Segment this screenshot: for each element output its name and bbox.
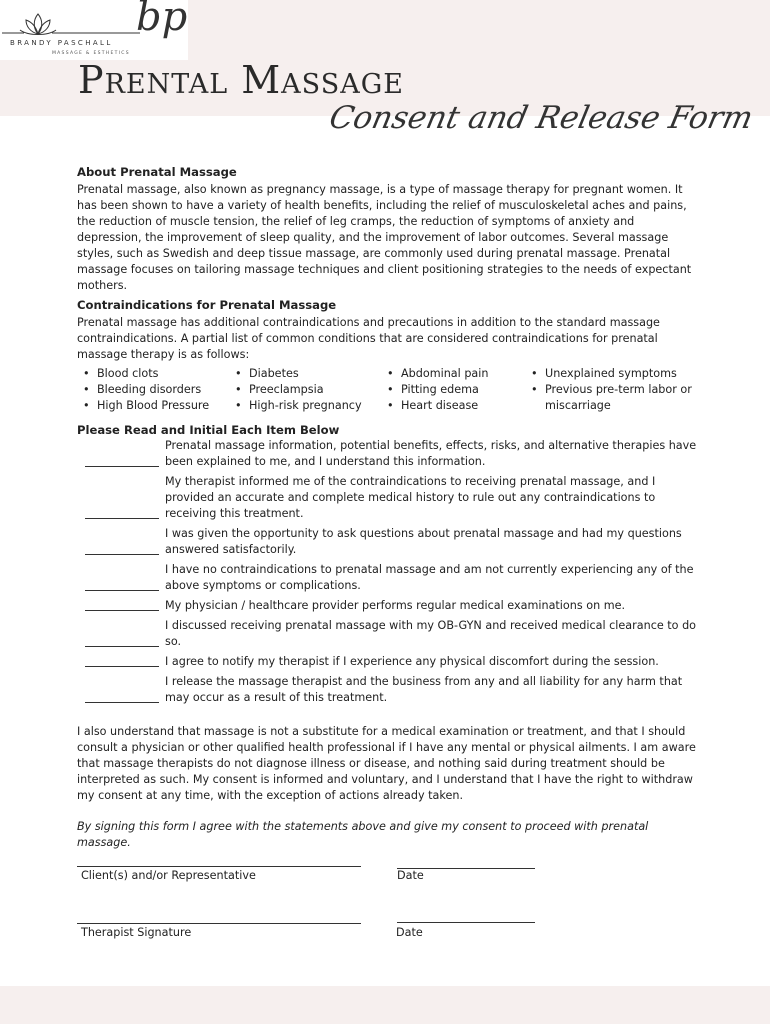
therapist-date-field[interactable] bbox=[397, 922, 535, 923]
list-item: • Blood clots bbox=[77, 366, 229, 382]
contraindications-heading: Contraindications for Prenatal Massage bbox=[77, 298, 337, 312]
list-item: • High-risk pregnancy bbox=[229, 398, 381, 414]
list-item: • Preeclampsia bbox=[229, 382, 381, 398]
brand-logo bbox=[0, 0, 188, 60]
initial-item bbox=[77, 618, 697, 650]
initial-item-text: Prenatal massage information, potential benefits, effects, risks, and alternative therapies have been explained to me, and I understand this information. bbox=[165, 439, 697, 468]
initials-list bbox=[77, 438, 697, 706]
initial-item bbox=[77, 598, 697, 614]
initials-heading: Please Read and Initial Each Item Below bbox=[77, 423, 340, 437]
initial-field[interactable] bbox=[85, 646, 159, 647]
form-body bbox=[77, 164, 697, 854]
initial-field[interactable] bbox=[85, 610, 159, 611]
signing-statement: By signing this form I agree with the statements above and give my consent to proceed with prenatal massage. bbox=[77, 820, 649, 849]
contra-column bbox=[525, 366, 697, 414]
initial-item bbox=[77, 674, 697, 706]
logo-subtitle: MASSAGE & ESTHETICS bbox=[52, 51, 130, 56]
initial-item bbox=[77, 654, 697, 670]
contra-column bbox=[229, 366, 381, 414]
therapist-signature-field[interactable] bbox=[77, 923, 361, 924]
list-item: • High Blood Pressure bbox=[77, 398, 229, 414]
contra-column bbox=[77, 366, 229, 414]
client-signature-label: Client(s) and/or Representative bbox=[81, 869, 256, 882]
therapist-signature-label: Therapist Signature bbox=[81, 926, 192, 939]
list-item: • Heart disease bbox=[381, 398, 525, 414]
logo-name: BRANDY PASCHALL bbox=[10, 39, 113, 47]
page-title: Prental Massage bbox=[78, 58, 404, 102]
about-heading: About Prenatal Massage bbox=[77, 165, 237, 179]
therapist-date-label: Date bbox=[396, 926, 423, 939]
initial-item-text: I release the massage therapist and the business from any and all liability for any harm that may occur as a result of this treatment. bbox=[165, 675, 683, 704]
client-signature-field[interactable] bbox=[77, 866, 361, 867]
list-item: • Bleeding disorders bbox=[77, 382, 229, 398]
initial-item bbox=[77, 526, 697, 558]
initial-item bbox=[77, 474, 697, 522]
understand-text: I also understand that massage is not a substitute for a medical examination or treatment, and that I should consult a physician or other qualified health professional if I have any mental or physical ailments. I am aware that massage therapists do not diagnose illness or disease, and nothing said during treatment should be interpreted as such. My consent is informed and voluntary, and I understand that I have the right to withdraw my consent at any time, with the exception of actions already taken. bbox=[77, 725, 696, 802]
initial-item-text: My therapist informed me of the contraindications to receiving prenatal massage, and I provided an accurate and complete medical history to rule out any contraindications to receiving this treatment. bbox=[165, 475, 656, 520]
page-subtitle: Consent and Release Form bbox=[326, 100, 757, 136]
initial-field[interactable] bbox=[85, 466, 159, 467]
contraindications-list bbox=[77, 366, 697, 414]
initial-field[interactable] bbox=[85, 702, 159, 703]
footer-band bbox=[0, 986, 770, 1024]
initial-item bbox=[77, 438, 697, 470]
list-item: • Diabetes bbox=[229, 366, 381, 382]
list-item: • Previous pre-term labor or miscarriage bbox=[525, 382, 697, 414]
initial-item-text: I have no contraindications to prenatal massage and am not currently experiencing any of the above symptoms or complications. bbox=[165, 563, 694, 592]
contraindications-text: Prenatal massage has additional contraindications and precautions in addition to the standard massage contraindications. A partial list of common conditions that are considered contraindications for prenatal massage therapy is as follows: bbox=[77, 316, 660, 361]
contra-column bbox=[381, 366, 525, 414]
initial-item-text: I discussed receiving prenatal massage with my OB-GYN and received medical clearance to do so. bbox=[165, 619, 697, 648]
initial-item bbox=[77, 562, 697, 594]
list-item: • Pitting edema bbox=[381, 382, 525, 398]
list-item: • Abdominal pain bbox=[381, 366, 525, 382]
initial-item-text: My physician / healthcare provider performs regular medical examinations on me. bbox=[165, 599, 626, 612]
initial-field[interactable] bbox=[85, 518, 159, 519]
initial-field[interactable] bbox=[85, 666, 159, 667]
initial-field[interactable] bbox=[85, 554, 159, 555]
initial-item-text: I was given the opportunity to ask questions about prenatal massage and had my questions answered satisfactorily. bbox=[165, 527, 682, 556]
client-date-label: Date bbox=[397, 869, 424, 882]
list-item: • Unexplained symptoms bbox=[525, 366, 697, 382]
logo-monogram: bp bbox=[136, 0, 188, 40]
initial-field[interactable] bbox=[85, 590, 159, 591]
about-text: Prenatal massage, also known as pregnancy massage, is a type of massage therapy for pregnant women. It has been shown to have a variety of health benefits, including the relief of musculoskeletal aches and pains, the reduction of muscle tension, the relief of leg cramps, the reduction of symptoms of anxiety and depression, the improvement of sleep quality, and the improvement of labor outcomes. Several massage styles, such as Swedish and deep tissue massage, are commonly used during prenatal massage. Prenatal massage focuses on tailoring massage techniques and client positioning strategies to the needs of expectant mothers. bbox=[77, 183, 692, 292]
initial-item-text: I agree to notify my therapist if I experience any physical discomfort during the session. bbox=[165, 655, 659, 668]
